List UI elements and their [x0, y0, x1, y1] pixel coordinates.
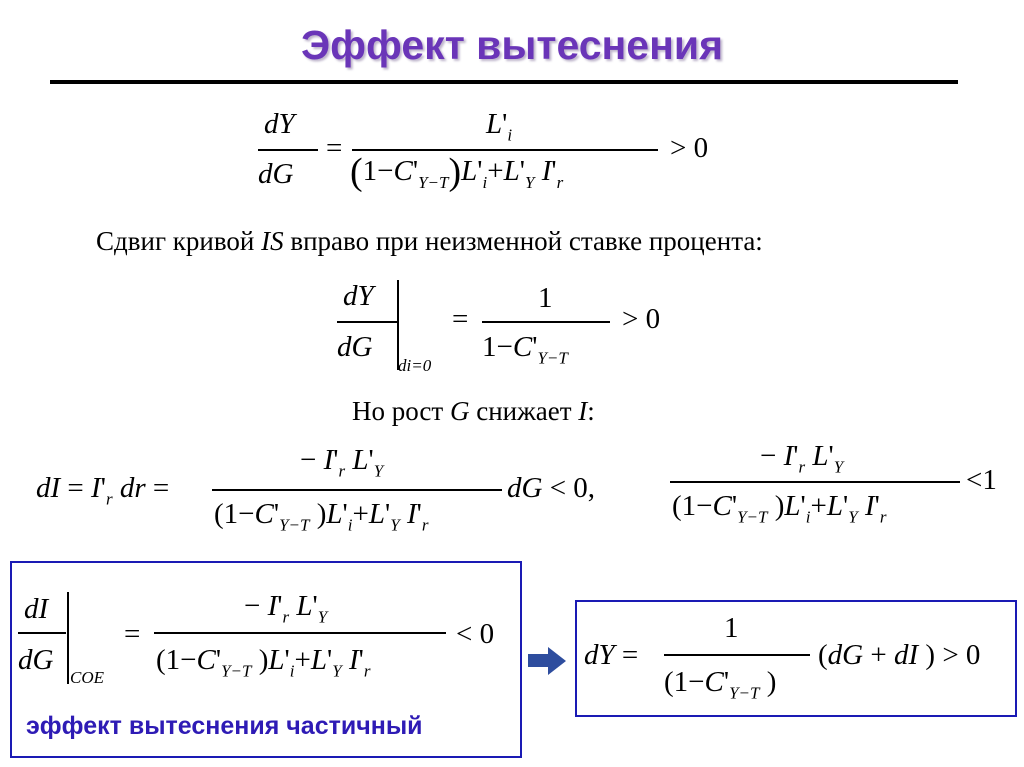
- arrow-right-icon: [528, 654, 550, 667]
- shift-description: Сдвиг кривой IS вправо при неизменной ставке процента:: [96, 226, 763, 256]
- partial-effect-label: эффект вытеснения частичный: [26, 712, 423, 740]
- title-divider: [50, 80, 958, 84]
- growth-description: Но рост G снижает I:: [352, 396, 595, 426]
- page-title: Эффект вытеснения: [301, 22, 723, 68]
- arrow-head-icon: [548, 647, 566, 675]
